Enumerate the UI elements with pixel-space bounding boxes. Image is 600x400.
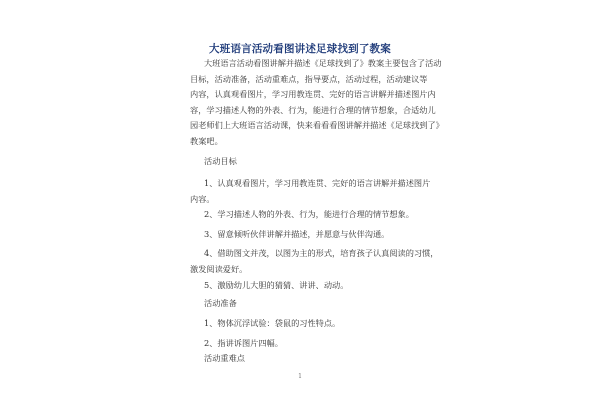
prep-item-2: 2、指讲诉图片四幅。	[204, 338, 283, 348]
document-title: 大班语言活动看图讲述足球找到了教案	[209, 43, 391, 55]
intro-line: 目标，活动准备，活动重难点，指导要点，活动过程，活动建议等	[190, 73, 428, 84]
goal-1-line: 内容。	[190, 193, 215, 204]
intro-line: 容，学习描述人物的外表、行为，能进行合理的情节想象，合适幼儿	[190, 104, 436, 115]
section-heading-prep: 活动准备	[204, 298, 237, 308]
goal-4-line: 激发阅读爱好。	[190, 263, 248, 274]
goal-1-line: 1、认真观看图片，学习用教连贯、完好的语言讲解并描述图片	[204, 178, 431, 188]
section-heading-goals: 活动目标	[204, 156, 237, 166]
goal-item-3: 3、留意倾听伙伴讲解并描述，并愿意与伙伴沟通。	[204, 229, 390, 239]
intro-line: 园老师们上大班语言活动课，快来看看看图讲解并描述《足球找到了》	[190, 120, 444, 130]
intro-line: 内容，认真观看图片，学习用教连贯、完好的语言讲解并描述图片内	[190, 89, 436, 99]
page-number: 1	[298, 373, 302, 380]
goal-item-4	[190, 246, 439, 277]
section-heading-key: 活动重难点	[204, 353, 245, 363]
intro-line: 教案吧。	[190, 135, 223, 146]
goal-item-2: 2、学习描述人物的外表、行为，能进行合理的情节想象。	[204, 209, 414, 219]
goal-item-1	[190, 176, 431, 207]
prep-item-1: 1、物体沉浮试验：袋鼠的习性特点。	[204, 318, 341, 328]
intro-paragraph	[190, 56, 444, 149]
goal-item-5: 5、激励幼儿大胆的猜猜、讲讲、动动。	[204, 280, 349, 290]
intro-line: 大班语言活动看图讲解并描述《足球找到了》教案主要包含了活动	[204, 58, 442, 68]
goal-4-line: 4、借助图文并茂，以图为主的形式，培育孩子认真阅读的习惯，	[204, 248, 439, 258]
